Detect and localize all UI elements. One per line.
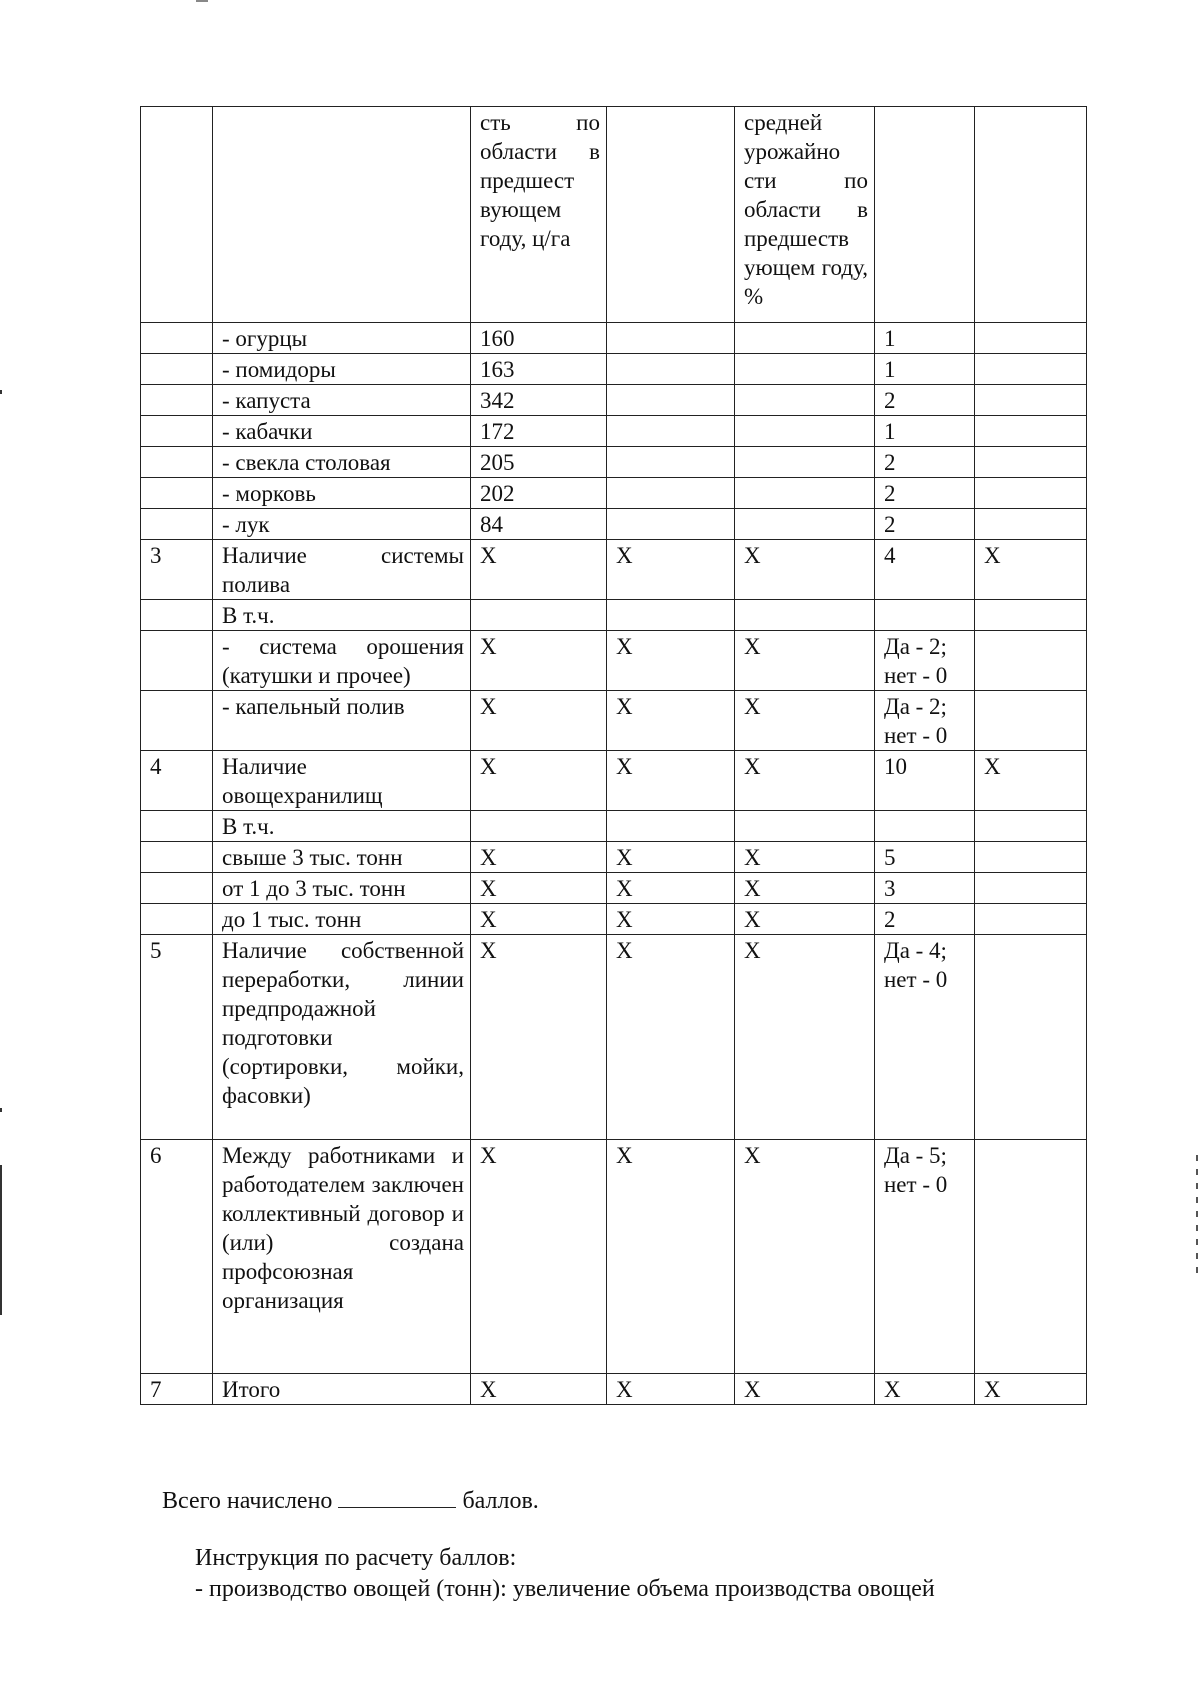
table-row bbox=[141, 842, 1087, 873]
cell-col7 bbox=[975, 935, 1087, 1140]
cell-name: Наличие собственной переработки, линии предпродажной подготовки (сортировки, мойки, фасовки) bbox=[213, 935, 471, 1140]
cell-points: 2 bbox=[875, 447, 975, 478]
cell-name: В т.ч. bbox=[213, 811, 471, 842]
cell-points: 1 bbox=[875, 416, 975, 447]
cell-col4: X bbox=[607, 873, 735, 904]
cell-col7 bbox=[975, 842, 1087, 873]
cell-col3: X bbox=[471, 842, 607, 873]
cell-col7 bbox=[975, 631, 1087, 691]
table-row bbox=[141, 1374, 1087, 1405]
cell-num bbox=[141, 811, 213, 842]
table-row bbox=[141, 904, 1087, 935]
cell-col7 bbox=[975, 509, 1087, 540]
cell-col7 bbox=[975, 416, 1087, 447]
criteria-table bbox=[140, 106, 1087, 1405]
scan-edge-dashes bbox=[1196, 1155, 1198, 1275]
cell-col3: 172 bbox=[471, 416, 607, 447]
cell-num bbox=[141, 691, 213, 751]
header-cell-percent: средней урожайно сти по области в предшеств ующем году, % bbox=[735, 107, 875, 323]
cell-name: Итого bbox=[213, 1374, 471, 1405]
table-row bbox=[141, 478, 1087, 509]
cell-points: 4 bbox=[875, 540, 975, 600]
cell-col5 bbox=[735, 385, 875, 416]
cell-col3: X bbox=[471, 1140, 607, 1374]
cell-num: 4 bbox=[141, 751, 213, 811]
cell-points: Да - 2; нет - 0 bbox=[875, 691, 975, 751]
cell-name: - лук bbox=[213, 509, 471, 540]
cell-points: 2 bbox=[875, 509, 975, 540]
table-row bbox=[141, 354, 1087, 385]
cell-name: - огурцы bbox=[213, 323, 471, 354]
cell-col5: X bbox=[735, 751, 875, 811]
cell-col7 bbox=[975, 904, 1087, 935]
table-row bbox=[141, 873, 1087, 904]
cell-col4 bbox=[607, 600, 735, 631]
cell-col3: X bbox=[471, 751, 607, 811]
table-row bbox=[141, 600, 1087, 631]
cell-name: свыше 3 тыс. тонн bbox=[213, 842, 471, 873]
cell-col7 bbox=[975, 691, 1087, 751]
instructions-title: Инструкция по расчету баллов: bbox=[195, 1545, 517, 1571]
cell-col5: X bbox=[735, 935, 875, 1140]
cell-col3: X bbox=[471, 904, 607, 935]
cell-col7 bbox=[975, 385, 1087, 416]
table-row bbox=[141, 385, 1087, 416]
cell-col5 bbox=[735, 600, 875, 631]
cell-name: - капуста bbox=[213, 385, 471, 416]
table-row bbox=[141, 540, 1087, 600]
cell-col3: 84 bbox=[471, 509, 607, 540]
cell-col7 bbox=[975, 873, 1087, 904]
cell-name: от 1 до 3 тыс. тонн bbox=[213, 873, 471, 904]
total-blank-field[interactable] bbox=[338, 1487, 456, 1508]
cell-num: 5 bbox=[141, 935, 213, 1140]
cell-num bbox=[141, 873, 213, 904]
cell-col5: X bbox=[735, 904, 875, 935]
cell-num bbox=[141, 631, 213, 691]
cell-num: 3 bbox=[141, 540, 213, 600]
cell-col5: X bbox=[735, 1140, 875, 1374]
table-row bbox=[141, 416, 1087, 447]
header-cell-name bbox=[213, 107, 471, 323]
cell-points: 1 bbox=[875, 354, 975, 385]
scan-edge-mark bbox=[0, 1108, 2, 1112]
header-cell-empty bbox=[607, 107, 735, 323]
table-row bbox=[141, 811, 1087, 842]
cell-col4: X bbox=[607, 904, 735, 935]
table-row bbox=[141, 447, 1087, 478]
cell-col5 bbox=[735, 811, 875, 842]
cell-col7 bbox=[975, 811, 1087, 842]
cell-points: 2 bbox=[875, 904, 975, 935]
cell-name: - помидоры bbox=[213, 354, 471, 385]
cell-col4: X bbox=[607, 631, 735, 691]
cell-col5 bbox=[735, 323, 875, 354]
cell-col3: X bbox=[471, 935, 607, 1140]
cell-col7: X bbox=[975, 751, 1087, 811]
cell-col4 bbox=[607, 354, 735, 385]
table-row bbox=[141, 323, 1087, 354]
cell-col3: X bbox=[471, 1374, 607, 1405]
cell-num bbox=[141, 478, 213, 509]
cell-num bbox=[141, 842, 213, 873]
cell-col4: X bbox=[607, 842, 735, 873]
cell-col7 bbox=[975, 478, 1087, 509]
cell-col5 bbox=[735, 354, 875, 385]
page-corner-mark bbox=[196, 0, 208, 2]
cell-col5 bbox=[735, 416, 875, 447]
cell-points: Да - 4; нет - 0 bbox=[875, 935, 975, 1140]
instruction-item: - производство овощей (тонн): увеличение объема производства овощей bbox=[195, 1576, 935, 1602]
cell-col4 bbox=[607, 447, 735, 478]
table-row bbox=[141, 631, 1087, 691]
cell-name: - система орошения (катушки и прочее) bbox=[213, 631, 471, 691]
cell-col3: X bbox=[471, 873, 607, 904]
cell-col4 bbox=[607, 416, 735, 447]
cell-col4: X bbox=[607, 540, 735, 600]
cell-col4: X bbox=[607, 691, 735, 751]
cell-col3: 205 bbox=[471, 447, 607, 478]
cell-name: Между работниками и работодателем заключен коллективный договор и (или) создана профсоюзная организация bbox=[213, 1140, 471, 1374]
total-points-line bbox=[162, 1487, 539, 1515]
cell-col3: 342 bbox=[471, 385, 607, 416]
cell-col3: X bbox=[471, 631, 607, 691]
cell-num bbox=[141, 416, 213, 447]
cell-col4 bbox=[607, 323, 735, 354]
cell-num: 7 bbox=[141, 1374, 213, 1405]
cell-points bbox=[875, 811, 975, 842]
cell-col3 bbox=[471, 600, 607, 631]
cell-col7 bbox=[975, 447, 1087, 478]
header-cell-last bbox=[975, 107, 1087, 323]
cell-points: 10 bbox=[875, 751, 975, 811]
cell-col4: X bbox=[607, 935, 735, 1140]
header-cell-yield: сть по области в предшест вующем году, ц/га bbox=[471, 107, 607, 323]
cell-col5: X bbox=[735, 842, 875, 873]
cell-num bbox=[141, 447, 213, 478]
table-row bbox=[141, 691, 1087, 751]
table-row bbox=[141, 509, 1087, 540]
cell-col7 bbox=[975, 600, 1087, 631]
cell-col4 bbox=[607, 509, 735, 540]
table-row bbox=[141, 751, 1087, 811]
cell-num bbox=[141, 385, 213, 416]
cell-name: - капельный полив bbox=[213, 691, 471, 751]
cell-col3 bbox=[471, 811, 607, 842]
cell-col3: 202 bbox=[471, 478, 607, 509]
cell-points: 5 bbox=[875, 842, 975, 873]
cell-name: Наличие овощехранилищ bbox=[213, 751, 471, 811]
cell-col4 bbox=[607, 385, 735, 416]
cell-num bbox=[141, 509, 213, 540]
cell-name: - кабачки bbox=[213, 416, 471, 447]
cell-col7 bbox=[975, 1140, 1087, 1374]
cell-col3: 160 bbox=[471, 323, 607, 354]
cell-name: - свекла столовая bbox=[213, 447, 471, 478]
cell-col5: X bbox=[735, 540, 875, 600]
cell-name: В т.ч. bbox=[213, 600, 471, 631]
cell-num bbox=[141, 323, 213, 354]
cell-col5 bbox=[735, 509, 875, 540]
cell-col7: X bbox=[975, 540, 1087, 600]
cell-col3: 163 bbox=[471, 354, 607, 385]
cell-num: 6 bbox=[141, 1140, 213, 1374]
cell-col5 bbox=[735, 478, 875, 509]
cell-col4 bbox=[607, 811, 735, 842]
cell-col5: X bbox=[735, 691, 875, 751]
cell-points: 2 bbox=[875, 385, 975, 416]
cell-num bbox=[141, 600, 213, 631]
cell-points bbox=[875, 600, 975, 631]
cell-num bbox=[141, 354, 213, 385]
cell-col7: X bbox=[975, 1374, 1087, 1405]
cell-name: Наличие системы полива bbox=[213, 540, 471, 600]
cell-col5: X bbox=[735, 1374, 875, 1405]
table-header-row bbox=[141, 107, 1087, 323]
cell-col4: X bbox=[607, 1140, 735, 1374]
table-row bbox=[141, 935, 1087, 1140]
cell-col4: X bbox=[607, 751, 735, 811]
cell-col5 bbox=[735, 447, 875, 478]
header-cell-points bbox=[875, 107, 975, 323]
cell-points: 3 bbox=[875, 873, 975, 904]
cell-col4 bbox=[607, 478, 735, 509]
cell-col4: X bbox=[607, 1374, 735, 1405]
total-prefix: Всего начислено bbox=[162, 1488, 333, 1514]
cell-col5: X bbox=[735, 631, 875, 691]
cell-col5: X bbox=[735, 873, 875, 904]
cell-name: - морковь bbox=[213, 478, 471, 509]
cell-points: 1 bbox=[875, 323, 975, 354]
cell-num bbox=[141, 904, 213, 935]
cell-col7 bbox=[975, 354, 1087, 385]
cell-points: Да - 2; нет - 0 bbox=[875, 631, 975, 691]
cell-col7 bbox=[975, 323, 1087, 354]
cell-points: Да - 5; нет - 0 bbox=[875, 1140, 975, 1374]
cell-points: X bbox=[875, 1374, 975, 1405]
scan-edge-mark bbox=[0, 390, 2, 394]
total-suffix: баллов. bbox=[462, 1488, 539, 1514]
cell-name: до 1 тыс. тонн bbox=[213, 904, 471, 935]
header-cell-num bbox=[141, 107, 213, 323]
cell-points: 2 bbox=[875, 478, 975, 509]
cell-col3: X bbox=[471, 540, 607, 600]
scan-edge-bar bbox=[0, 1165, 2, 1315]
cell-col3: X bbox=[471, 691, 607, 751]
table-row bbox=[141, 1140, 1087, 1374]
